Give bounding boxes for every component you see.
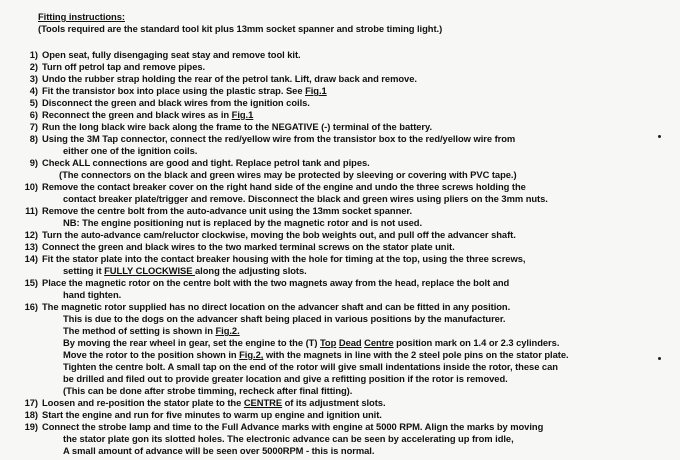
step-4: 4) Fit the transistor box into place using the plastic strap. See Fig.1 (29, 85, 327, 96)
step-19: 19) Connect the strobe lamp and time to the Full Advance marks with engine at 5000 RPM. Align the marks by moving (24, 421, 544, 432)
step-14-continued: setting it FULLY CLOCKWISE along the adjusting slots. (63, 265, 307, 276)
step-16: 16) The magnetic rotor supplied has no direct location on the advancer shaft and can be fitted in any position. (24, 301, 511, 312)
step-19-normal: A small amount of advance will be seen over 5000RPM - this is normal. (63, 445, 375, 456)
step-9: 9) Check ALL connections are good and tight. Replace petrol tank and pipes. (29, 157, 370, 168)
fig-1-reference: Fig.1 (305, 85, 327, 96)
fig-2-reference: Fig.2, (239, 349, 264, 360)
step-11-note: NB: The engine positioning nut is replaced by the magnetic rotor and is not used. (63, 217, 423, 228)
step-8-continued: either one of the ignition coils. (63, 145, 198, 156)
step-10-continued: contact breaker plate/trigger and remove. Disconnect the black and green wires using pliers on the 3mm nuts. (63, 193, 548, 204)
margin-mark (658, 135, 661, 138)
step-9-note: (The connectors on the black and green wires may be protected by sleeving or covering with PVC tape.) (59, 169, 517, 180)
step-14: 14) Fit the stator plate into the contact breaker housing with the hole for timing at the top, using the three screws, (24, 253, 526, 264)
step-12: 12) Turn the auto-advance cam/reluctor clockwise, moving the bob weights out, and pull off the advancer shaft. (24, 229, 516, 240)
step-15: 15) Place the magnetic rotor on the centre bolt with the two magnets away from the head, replace the bolt and (24, 277, 510, 288)
tools-required-note: (Tools required are the standard tool kit plus 13mm socket spanner and strobe timing light.) (38, 23, 443, 34)
step-19-continued: the stator plate gon its slotted holes. The electronic advance can be seen by accelerating up from idle, (63, 433, 514, 444)
step-13: 13) Connect the green and black wires to the two marked terminal screws on the stator plate unit. (24, 241, 455, 252)
step-18: 18) Start the engine and run for five minutes to warm up engine and ignition unit. (24, 409, 382, 420)
step-1: 1) Open seat, fully disengaging seat stay and remove tool kit. (29, 49, 301, 60)
step-6: 6) Reconnect the green and black wires as in Fig.1 (29, 109, 254, 120)
step-3: 3) Undo the rubber strap holding the rear of the petrol tank. Lift, draw back and remove. (29, 73, 417, 84)
step-2: 2) Turn off petrol tap and remove pipes. (29, 61, 206, 72)
step-16-drill: be drilled and filed out to provide greater location and give a refitting position if the rotor is removed. (63, 373, 508, 384)
step-5: 5) Disconnect the green and black wires from the ignition coils. (29, 97, 310, 108)
step-16-rear-wheel: By moving the rear wheel in gear, set the engine to the (T) Top Dead Centre position mark on 1.4 or 2.3 cylinders. (63, 337, 560, 348)
step-16-tighten: Tighten the centre bolt. A small tap on the end of the rotor will give small indentations inside the rotor, these can (63, 361, 558, 372)
fig-2-reference: Fig.2. (215, 325, 240, 336)
step-8: 8) Using the 3M Tap connector, connect the red/yellow wire from the transistor box to the red/yellow wire from (29, 133, 516, 144)
step-15-continued: hand tighten. (63, 289, 122, 300)
step-16-note: (This can be done after strobe timming, recheck after final fitting). (63, 385, 353, 396)
step-16-method: The method of setting is shown in Fig.2. (63, 325, 240, 336)
step-7: 7) Run the long black wire back along the frame to the NEGATIVE (-) terminal of the battery. (29, 121, 433, 132)
step-16-line-2: This is due to the dogs on the advancer shaft being placed in various positions by the manufacturer. (63, 313, 506, 324)
step-17: 17) Loosen and re-position the stator plate to the CENTRE of its adjustment slots. (24, 397, 386, 408)
step-16-move-rotor: Move the rotor to the position shown in Fig.2, with the magnets in line with the 2 steel pole pins on the stator plate. (63, 349, 569, 360)
fig-1-reference: Fig.1 (231, 109, 254, 120)
step-11: 11) Remove the centre bolt from the auto-advance unit using the 13mm socket spanner. (25, 205, 413, 216)
margin-mark (658, 357, 661, 360)
instructions-title: Fitting instructions: (38, 11, 125, 22)
step-10: 10) Remove the contact breaker cover on the right hand side of the engine and undo the three screws holding the (24, 181, 526, 192)
